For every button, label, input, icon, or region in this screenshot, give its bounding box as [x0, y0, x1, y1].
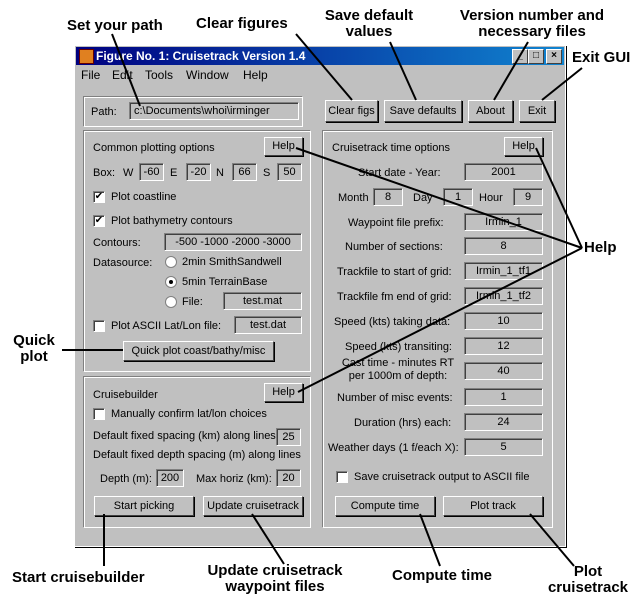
plot-ascii-label: Plot ASCII Lat/Lon file:: [111, 320, 222, 332]
maxhoriz-label: Max horiz (km):: [196, 473, 272, 485]
annotation-quick-plot-line1: Quick: [13, 332, 55, 349]
compute-time-button[interactable]: Compute time: [335, 496, 435, 516]
duration-label: Duration (hrs) each:: [354, 417, 452, 429]
annotation-start-cruisebuilder: Start cruisebuilder: [12, 569, 145, 586]
month-label: Month: [338, 192, 369, 204]
speed-transit-field[interactable]: 12: [464, 337, 543, 355]
path-label: Path:: [91, 106, 117, 118]
plotting-title: Common plotting options: [93, 142, 215, 154]
window-title: Figure No. 1: Cruisetrack Version 1.4: [96, 49, 306, 63]
n-label: N: [216, 167, 224, 179]
contours-label: Contours:: [93, 237, 141, 249]
annotation-update-line1: Update cruisetrack: [207, 562, 343, 579]
save-defaults-button[interactable]: Save defaults: [384, 100, 462, 122]
line-exit: [542, 68, 582, 100]
line-plot: [530, 514, 574, 566]
plot-track-button[interactable]: Plot track: [443, 496, 543, 516]
line-clear-figures: [296, 34, 352, 100]
time-help-button[interactable]: Help: [504, 137, 543, 156]
line-update: [252, 514, 284, 564]
line-set-path: [112, 34, 140, 106]
hour-label: Hour: [479, 192, 503, 204]
trackend-field[interactable]: Irmin_1_tf2: [464, 287, 543, 305]
speed-transit-label-text: Speed (kts) transiting:: [345, 341, 452, 353]
s-field[interactable]: 50: [277, 163, 302, 181]
line-help-3: [298, 248, 582, 392]
time-title: Cruisetrack time options: [332, 142, 450, 154]
line-version: [494, 42, 528, 100]
weather-label: Weather days (1 f/each X):: [328, 442, 459, 454]
clear-figs-button[interactable]: Clear figs: [325, 100, 378, 122]
path-field[interactable]: c:\Documents\whoi\irminger: [129, 102, 299, 120]
annotation-exit-gui: Exit GUI: [572, 49, 631, 66]
duration-field[interactable]: 24: [464, 413, 543, 431]
cast-time-label-line2: per 1000m of depth:: [348, 370, 448, 382]
manual-confirm-label: Manually confirm lat/lon choices: [111, 408, 267, 420]
about-button[interactable]: About: [468, 100, 513, 122]
contours-field[interactable]: -500 -1000 -2000 -3000: [164, 233, 302, 251]
line-save-defaults: [390, 42, 416, 100]
annotation-save-default-line1: Save default: [324, 7, 414, 24]
plot-coastline-label: Plot coastline: [111, 191, 177, 203]
update-cruisetrack-button[interactable]: Update cruisetrack: [203, 496, 303, 516]
day-field[interactable]: 1: [443, 188, 473, 206]
menu-help[interactable]: Help: [243, 68, 268, 82]
line-help-2: [536, 148, 582, 248]
speed-data-field[interactable]: 10: [464, 312, 543, 330]
maxhoriz-field[interactable]: 20: [276, 469, 301, 487]
maximize-icon[interactable]: □: [528, 49, 544, 64]
box-label: Box:: [93, 167, 116, 179]
waypoint-label: Waypoint file prefix:: [348, 217, 444, 229]
depth-spacing-label: Default fixed depth spacing (m) along lines: [93, 449, 301, 461]
ds-option-terrainbase: 5min TerrainBase: [182, 276, 268, 288]
menu-file[interactable]: File: [81, 68, 101, 82]
annotation-set-path: Set your path: [67, 17, 163, 34]
cast-time-field[interactable]: 40: [464, 362, 543, 380]
annotation-version-line1: Version number and: [459, 7, 605, 24]
ds-option-file: File:: [182, 296, 203, 308]
start-date-label: Start date - Year:: [358, 167, 441, 179]
plot-bathy-checkbox[interactable]: ✔: [94, 215, 104, 226]
weather-field[interactable]: 5: [464, 438, 543, 456]
trackstart-label: Trackfile to start of grid:: [337, 266, 452, 278]
year-field[interactable]: 2001: [464, 163, 543, 181]
save-ascii-label: Save cruisetrack output to ASCII file: [354, 471, 530, 483]
annotation-quick-plot-line2: plot: [20, 348, 48, 365]
ascii-field[interactable]: test.dat: [234, 316, 302, 334]
annotation-plot-line1: Plot: [573, 563, 603, 580]
sections-label: Number of sections:: [345, 241, 443, 253]
depth-field[interactable]: 200: [156, 469, 184, 487]
e-label: E: [170, 167, 178, 179]
minimize-icon[interactable]: _: [512, 49, 528, 64]
cruisebuilder-help-button[interactable]: Help: [264, 383, 303, 402]
speed-data-label: Speed (kts) taking data:: [334, 316, 451, 328]
waypoint-field[interactable]: Irmin_1: [464, 213, 543, 231]
line-compute: [420, 514, 440, 566]
day-label: Day: [413, 192, 433, 204]
file-field[interactable]: test.mat: [223, 292, 302, 310]
cast-time-label-line1: Cast time - minutes RT: [341, 357, 455, 369]
plot-bathy-label: Plot bathymetry contours: [111, 215, 233, 227]
annotation-help: Help: [584, 239, 617, 256]
spacing-field[interactable]: 25: [276, 428, 301, 446]
annotation-update-line2: waypoint files: [225, 578, 325, 595]
close-icon[interactable]: ×: [546, 49, 562, 64]
misc-label: Number of misc events:: [337, 392, 453, 404]
depth-label: Depth (m):: [100, 473, 152, 485]
annotation-plot-line2: cruisetrack: [547, 579, 629, 596]
datasource-label: Datasource:: [93, 257, 153, 269]
e-field[interactable]: -20: [186, 163, 211, 181]
annotation-version-line2: necessary files: [478, 23, 586, 40]
ds-option-smithsandwell: 2min SmithSandwell: [182, 256, 282, 268]
quick-plot-button[interactable]: Quick plot coast/bathy/misc: [123, 341, 274, 361]
annotation-save-default-line2: values: [345, 23, 393, 40]
hour-field[interactable]: 9: [513, 188, 543, 206]
menu-edit[interactable]: Edit: [112, 68, 133, 82]
plot-coastline-checkbox[interactable]: ✔: [94, 191, 104, 202]
plotting-help-button[interactable]: Help: [264, 137, 303, 156]
s-label: S: [263, 167, 271, 179]
menu-tools[interactable]: Tools: [145, 68, 174, 82]
w-field[interactable]: -60: [139, 163, 164, 181]
exit-button[interactable]: Exit: [519, 100, 555, 122]
line-help-1: [296, 148, 582, 248]
trackstart-field[interactable]: Irmin_1_tf1: [464, 262, 543, 280]
w-label: W: [123, 167, 134, 179]
start-picking-button[interactable]: Start picking: [94, 496, 194, 516]
month-field[interactable]: 8: [373, 188, 403, 206]
sections-field[interactable]: 8: [464, 237, 543, 255]
annotation-clear-figures: Clear figures: [196, 15, 288, 32]
cruisebuilder-title: Cruisebuilder: [93, 389, 158, 401]
n-field[interactable]: 66: [232, 163, 257, 181]
misc-field[interactable]: 1: [464, 388, 543, 406]
menu-window[interactable]: Window: [186, 68, 229, 82]
spacing-label: Default fixed spacing (km) along lines: [93, 430, 276, 442]
annotation-compute-time: Compute time: [392, 567, 493, 584]
trackend-label: Trackfile fm end of grid:: [337, 291, 452, 303]
